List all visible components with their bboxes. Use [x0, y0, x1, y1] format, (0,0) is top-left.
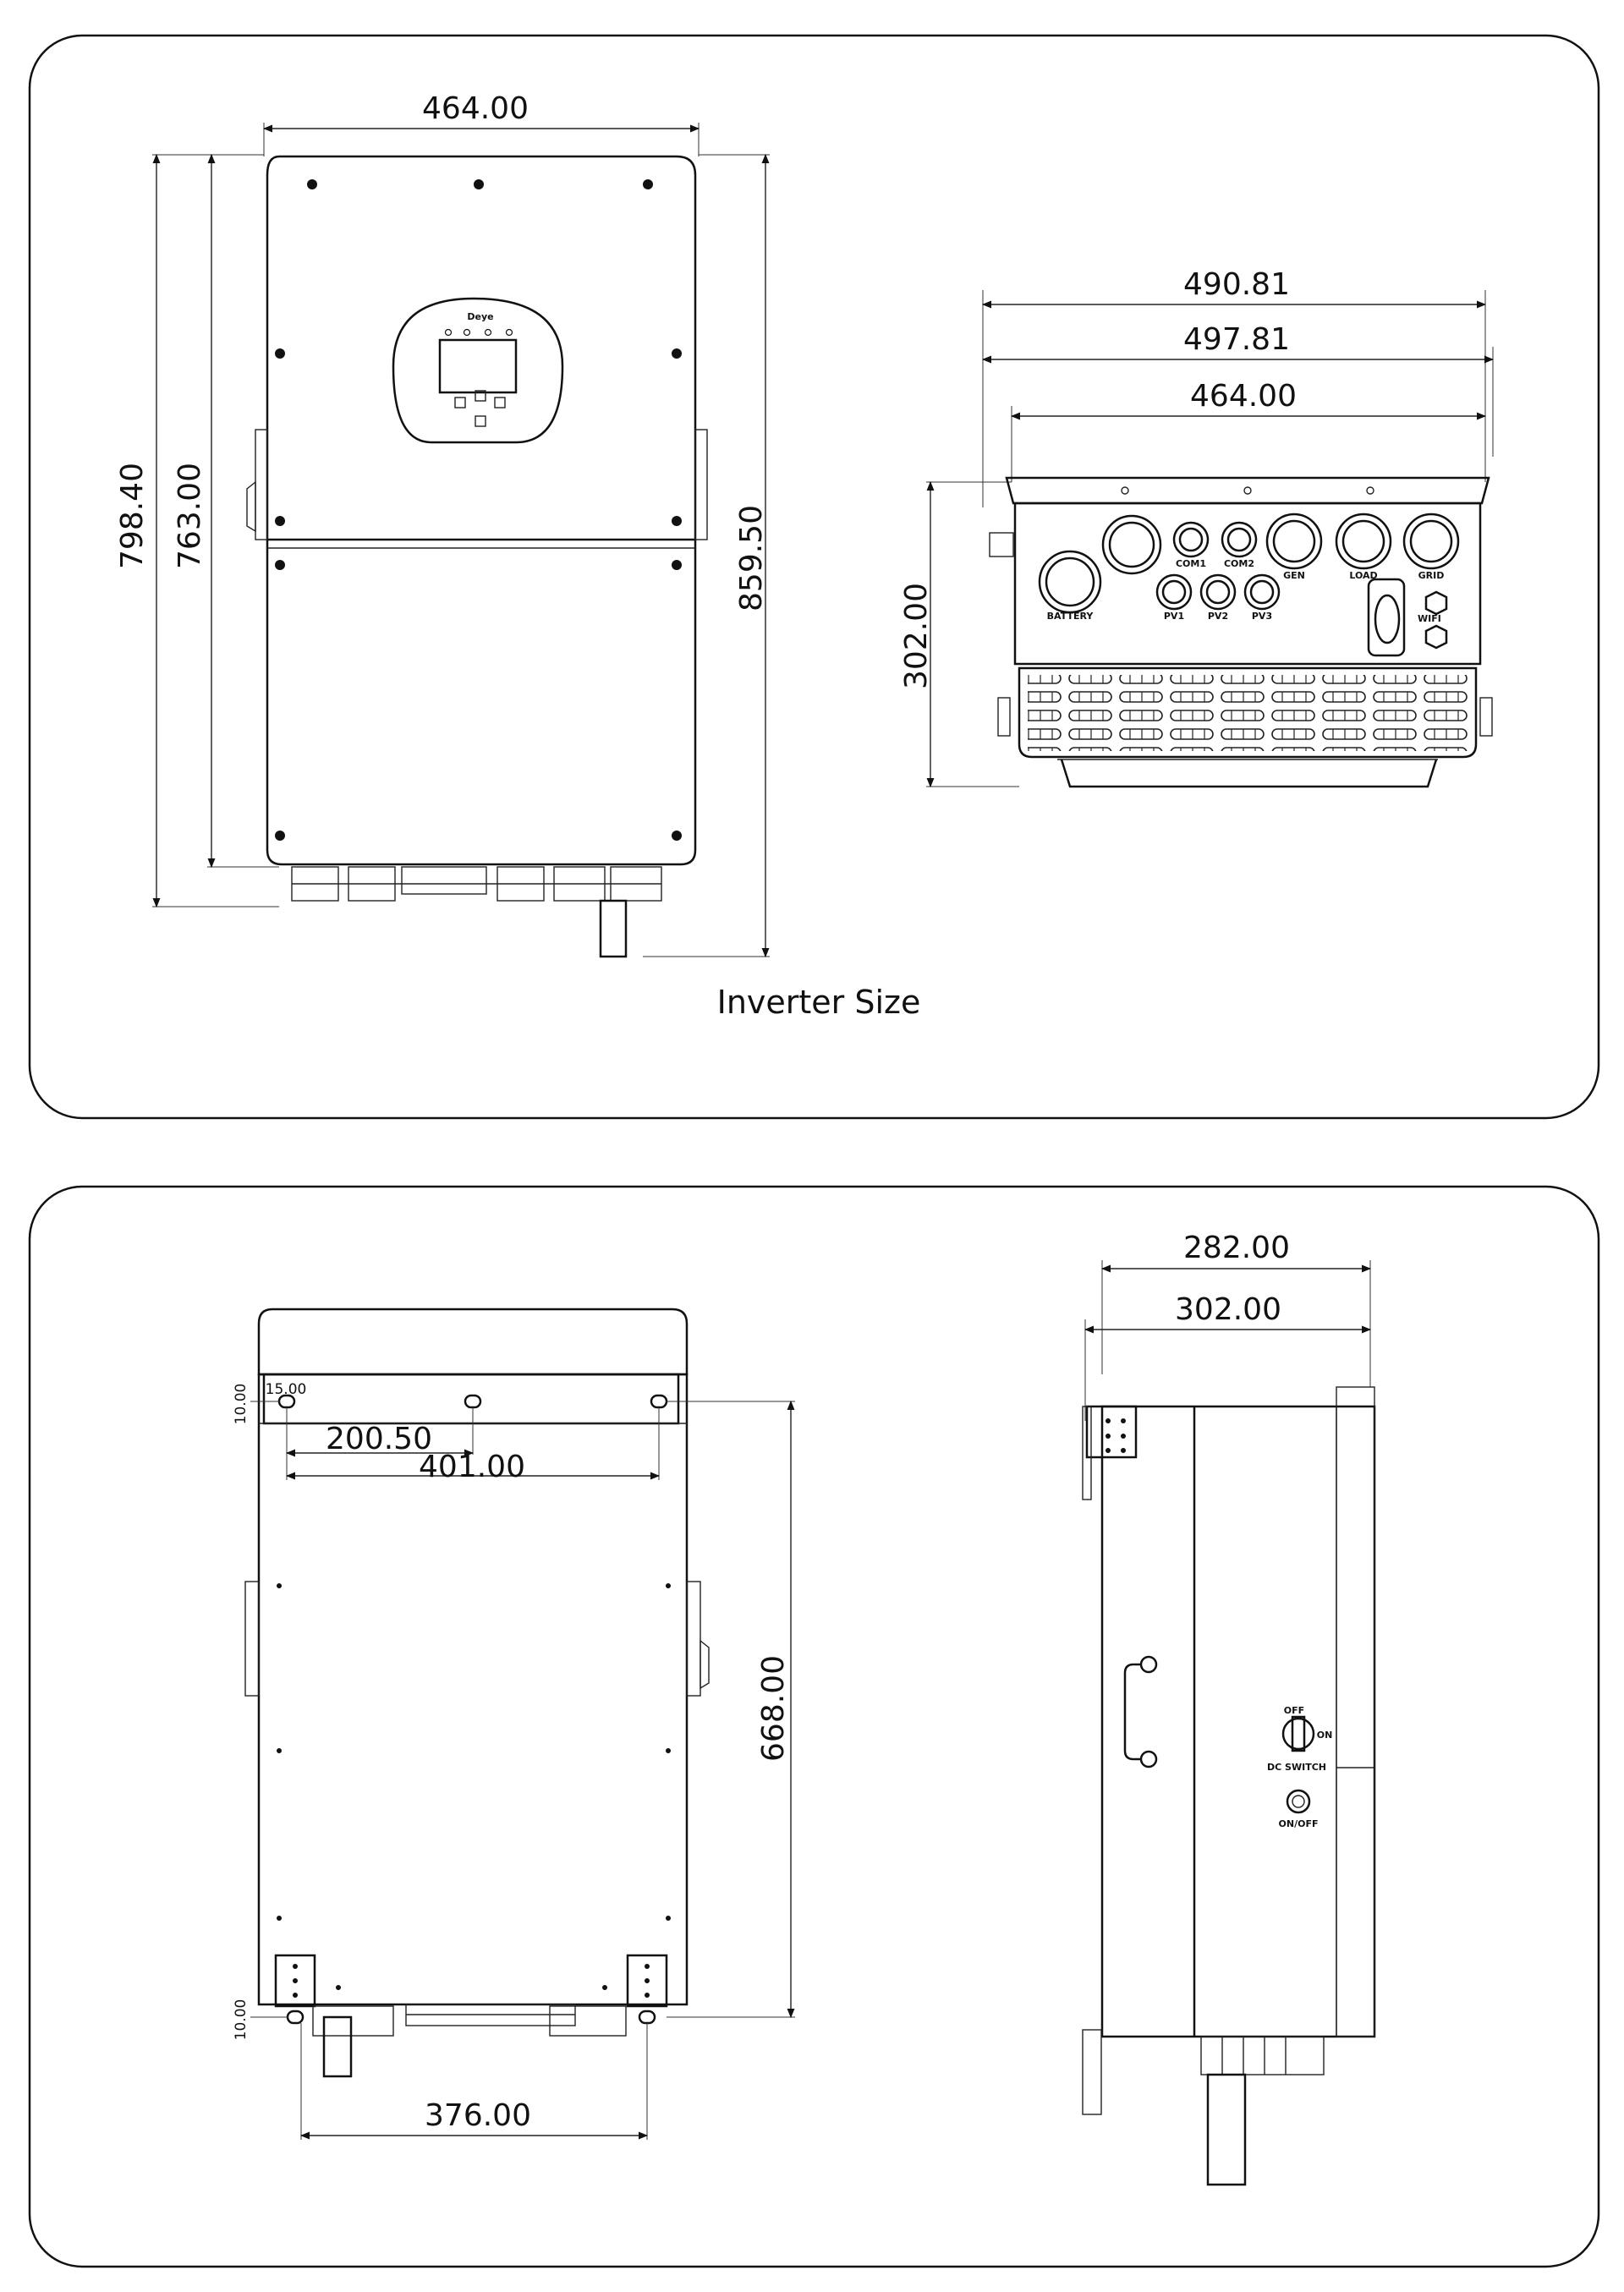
inverter-front-view [115, 91, 770, 957]
conduit-pipe-side [1208, 2075, 1245, 2185]
bottom-depth-label: 302.00 [899, 583, 934, 689]
front-width-label: 464.00 [422, 91, 529, 126]
inverter-side-view [1083, 1231, 1374, 2185]
cable-glands [292, 867, 661, 901]
port-load: LOAD [1349, 570, 1378, 581]
caption-inverter-size: Inverter Size [716, 984, 921, 1021]
brand-logo: Deye [467, 311, 494, 322]
inverter-bottom-view [899, 267, 1493, 787]
offset-y-bottom-label: 10.00 [233, 1999, 250, 2041]
label-on: ON [1316, 1730, 1333, 1741]
port-com2: COM2 [1223, 558, 1255, 569]
port-grid: GRID [1418, 570, 1445, 581]
bottom-width-a-label: 490.81 [1183, 267, 1290, 302]
bottom-spacing-label: 376.00 [425, 2098, 531, 2133]
conduit-pipe [601, 901, 626, 957]
port-gen: GEN [1283, 570, 1305, 581]
dc-switch-knob [1283, 1719, 1314, 1749]
offset-y-top-label: 10.00 [233, 1383, 250, 1425]
bottom-panel-frame [30, 1187, 1599, 2267]
side-depth-a-label: 282.00 [1183, 1231, 1290, 1265]
front-height-overall-label: 798.40 [115, 463, 150, 569]
lcd-screen [440, 340, 516, 392]
port-pv2: PV2 [1207, 611, 1229, 622]
port-pv3: PV3 [1251, 611, 1273, 622]
hole-spacing-label: 401.00 [419, 1450, 525, 1484]
side-depth-b-label: 302.00 [1175, 1292, 1281, 1327]
port-com1: COM1 [1175, 558, 1207, 569]
bottom-width-b-label: 497.81 [1183, 322, 1290, 357]
mount-height-label: 668.00 [756, 1655, 791, 1762]
front-height-conduit-label: 859.50 [734, 505, 769, 611]
port-pv1: PV1 [1163, 611, 1185, 622]
vent-grille [1028, 675, 1468, 751]
label-off: OFF [1283, 1705, 1305, 1716]
label-dc-switch: DC SWITCH [1267, 1762, 1326, 1773]
port-wifi: WIFI [1418, 613, 1441, 624]
on-off-button [1287, 1790, 1309, 1812]
front-height-body-label: 763.00 [173, 463, 207, 569]
inverter-back-view [233, 1309, 795, 2140]
bottom-width-c-label: 464.00 [1190, 379, 1297, 414]
hole-spacing-half-label: 200.50 [326, 1422, 432, 1456]
conduit-pipe-back [324, 2017, 351, 2076]
port-battery: BATTERY [1046, 611, 1094, 622]
label-on-off: ON/OFF [1278, 1818, 1319, 1829]
offset-x-label: 15.00 [265, 1381, 307, 1398]
